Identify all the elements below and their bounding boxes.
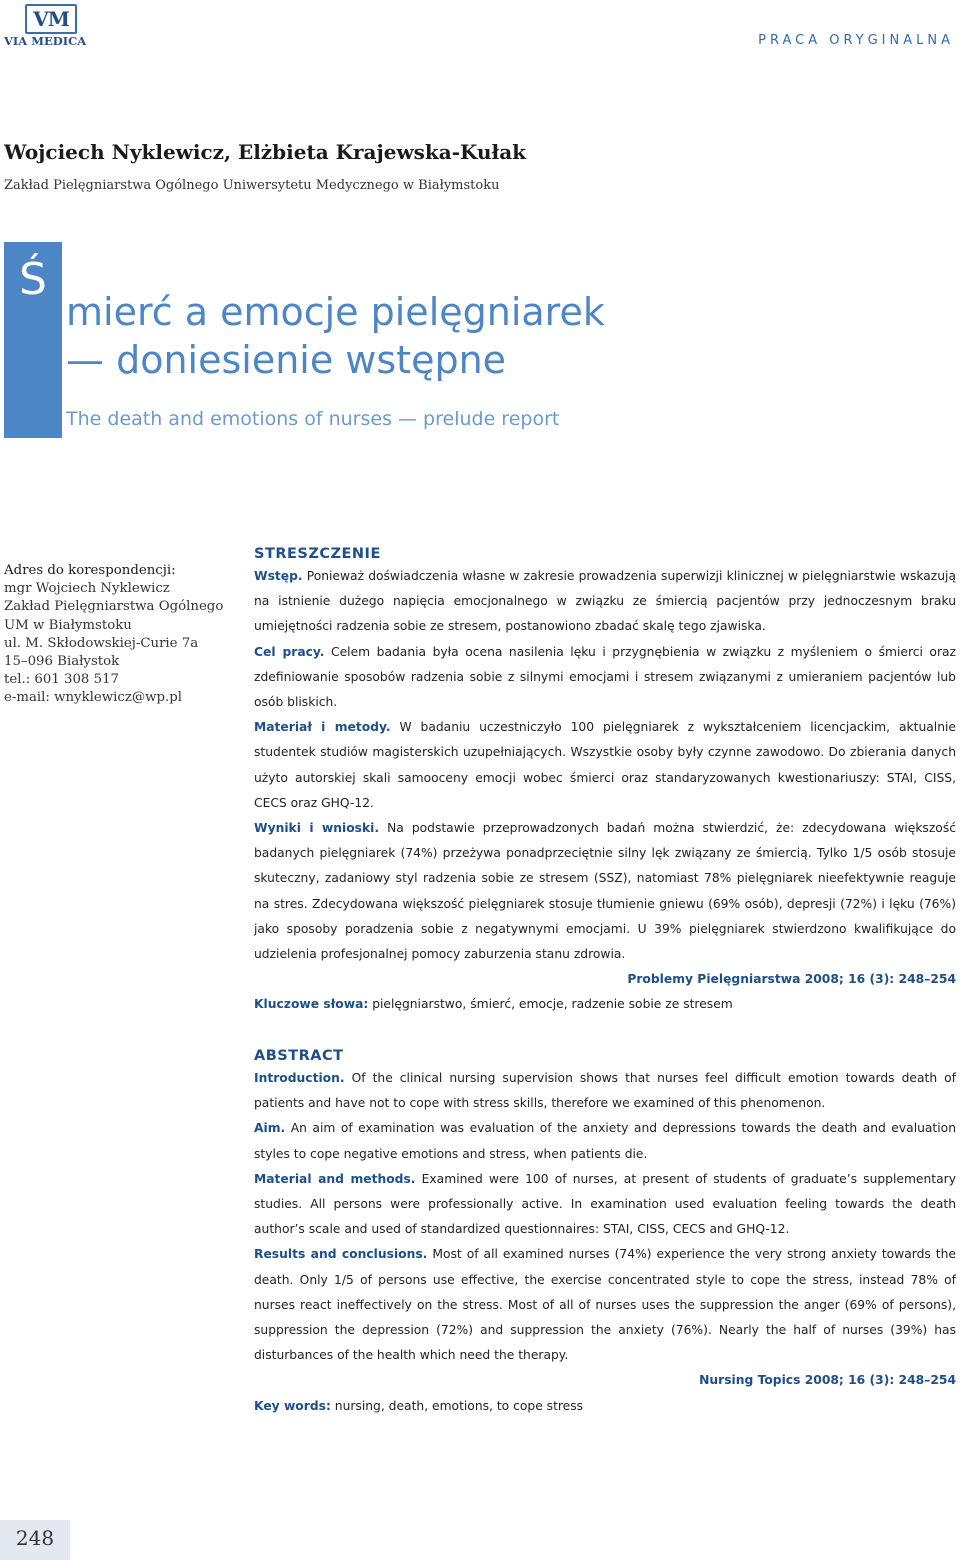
keywords-text: pielęgniarstwo, śmierć, emocje, radzenie sobie ze stresem	[368, 997, 733, 1012]
keywords-label: Key words:	[254, 1398, 331, 1413]
journal-citation: Problemy Pielęgniarstwa 2008; 16 (3): 248–254	[627, 972, 956, 987]
paragraph-text: Of the clinical nursing supervision shows that nurses feel difficult emotion towards death of patients and have not to cope with stress skills, therefore we examined of this phenomenon.	[254, 1071, 956, 1111]
paragraph-label: Cel pracy.	[254, 644, 325, 659]
keywords	[254, 1394, 956, 1419]
paragraph-text: Celem badania była ocena nasilenia lęku i przygnębienia w związku z myśleniem o śmierci oraz zdefiniowanie sposobów radzenia sobie z silnymi emocjami i stresem związanymi z umieraniem pacjentów lub osób bliskich.	[254, 644, 956, 710]
title-english: The death and emotions of nurses — prelude report	[66, 408, 560, 430]
abstract-heading: ABSTRACT	[254, 1048, 344, 1064]
paragraph-label: Aim.	[254, 1121, 286, 1136]
paragraph-label: Introduction.	[254, 1071, 345, 1085]
correspondence-line: ul. M. Skłodowskiej-Curie 7a	[4, 635, 199, 651]
streszczenie-section	[254, 544, 956, 1018]
publisher-logo	[4, 4, 96, 48]
streszczenie-paragraph	[254, 715, 956, 816]
correspondence-line: tel.: 601 308 517	[4, 672, 119, 688]
section-label: PRACA ORYGINALNA	[758, 33, 954, 48]
abstract-paragraph	[254, 1066, 956, 1116]
abstract-paragraph	[254, 1116, 956, 1166]
keywords-text: nursing, death, emotions, to cope stress	[330, 1398, 584, 1413]
streszczenie-paragraph	[254, 816, 956, 967]
correspondence-heading: Adres do korespondencji:	[4, 563, 176, 578]
title-line-1: mierć a emocje pielęgniarek	[66, 290, 605, 334]
streszczenie-heading: STRESZCZENIE	[254, 546, 381, 562]
correspondence-line: 15–096 Białystok	[4, 654, 120, 670]
abstract-paragraph	[254, 1167, 956, 1243]
title-initial-letter: Ś	[19, 254, 47, 305]
streszczenie-paragraph	[254, 564, 956, 640]
paragraph-text: Most of all examined nurses (74%) experience the very strong anxiety towards the death. Only 1/5 of persons use effective, the exercise concentrated style to cope the stress, instead 78% of nurses react ineffectively on the stress. Most of all of nurses uses the suppression the anger (69% of persons), suppression the depression (72%) and suppression the anxiety (76%). Nearly the half of nurses (39%) has disturbances of the health which need the therapy.	[254, 1247, 956, 1363]
correspondence-address	[4, 562, 239, 708]
paragraph-text: An aim of examination was evaluation of the anxiety and depressions towards the death and evaluation styles to cope negative emotions and stress, when patients die.	[254, 1121, 956, 1161]
correspondence-line: Zakład Pielęgniarstwa Ogólnego	[4, 599, 224, 615]
title-line-2: — doniesienie wstępne	[66, 338, 507, 382]
abstract-paragraph	[254, 1242, 956, 1368]
abstract-section	[254, 1046, 956, 1419]
paragraph-text: Na podstawie przeprowadzonych badań można stwierdzić, że: zdecydowana większość badanych pielęgniarek (74%) przeżywa ponadprzeciętnie silny lęk związany ze śmiercią. Tylko 1/5 osób stosuje skuteczny, zadaniowy styl radzenia sobie ze stresem (SSZ), natomiast 78% pielęgniarek nieefektywnie reaguje na stres. Zdecydowana większość pielęgniarek stosuje tłumienie gniewu (69% osób), depresji (72%) i lęku (76%) jako sposoby poradzenia sobie z negatywnymi emocjami. U 39% pielęgniarek stwierdzono kwalifikujące do udzielenia profesjonalnej pomocy zaburzenia stanu zdrowia.	[254, 821, 956, 962]
paragraph-label: Results and conclusions.	[254, 1247, 428, 1262]
journal-citation: Nursing Topics 2008; 16 (3): 248–254	[699, 1373, 956, 1388]
page-number-box	[0, 1520, 70, 1560]
correspondence-line: UM w Białymstoku	[4, 617, 132, 633]
correspondence-email: e-mail: wnyklewicz@wp.pl	[4, 690, 183, 706]
streszczenie-paragraph	[254, 640, 956, 716]
affiliation: Zakład Pielęgniarstwa Ogólnego Uniwersytetu Medycznego w Białymstoku	[4, 178, 500, 193]
correspondence-line: mgr Wojciech Nyklewicz	[4, 581, 170, 597]
paragraph-label: Material and methods.	[254, 1171, 416, 1186]
paragraph-label: Materiał i metody.	[254, 720, 391, 735]
logo-mark: VM	[25, 4, 77, 34]
paragraph-label: Wstęp.	[254, 569, 303, 583]
keywords	[254, 992, 956, 1017]
logo-text: VIA MEDICA	[4, 34, 87, 48]
paragraph-label: Wyniki i wnioski.	[254, 821, 380, 836]
page-number: 248	[15, 1526, 55, 1550]
keywords-label: Kluczowe słowa:	[254, 997, 369, 1012]
title-initial-box	[4, 242, 62, 438]
paragraph-text: Ponieważ doświadczenia własne w zakresie prowadzenia superwizji klinicznej w pielęgniarstwie wskazują na istnienie dużego napięcia emocjonalnego w związku ze śmiercią pacjentów przy jednoczesnym braku umiejętności radzenia sobie ze stresem, postanowiono zbadać skalę tego zjawiska.	[254, 569, 956, 634]
paragraph-text: W badaniu uczestniczyło 100 pielęgniarek z wykształceniem licencjackim, aktualnie studentek studiów magisterskich uzupełniających. Wszystkie osoby były czynne zawodowo. Do zbierania danych użyto autorskiej skali samooceny emocji wobec śmierci oraz standaryzowanych kwestionariuszy: STAI, CISS, CECS oraz GHQ-12.	[254, 720, 956, 810]
paragraph-text: Examined were 100 of nurses, at present of students of graduate’s supplementary studies. All persons were professionally active. In examination used evaluation feeling towards the death author’s scale and used of standardized questionnaires: STAI, CISS, CECS and GHQ-12.	[254, 1171, 956, 1237]
authors: Wojciech Nyklewicz, Elżbieta Krajewska-Kułak	[4, 140, 527, 164]
